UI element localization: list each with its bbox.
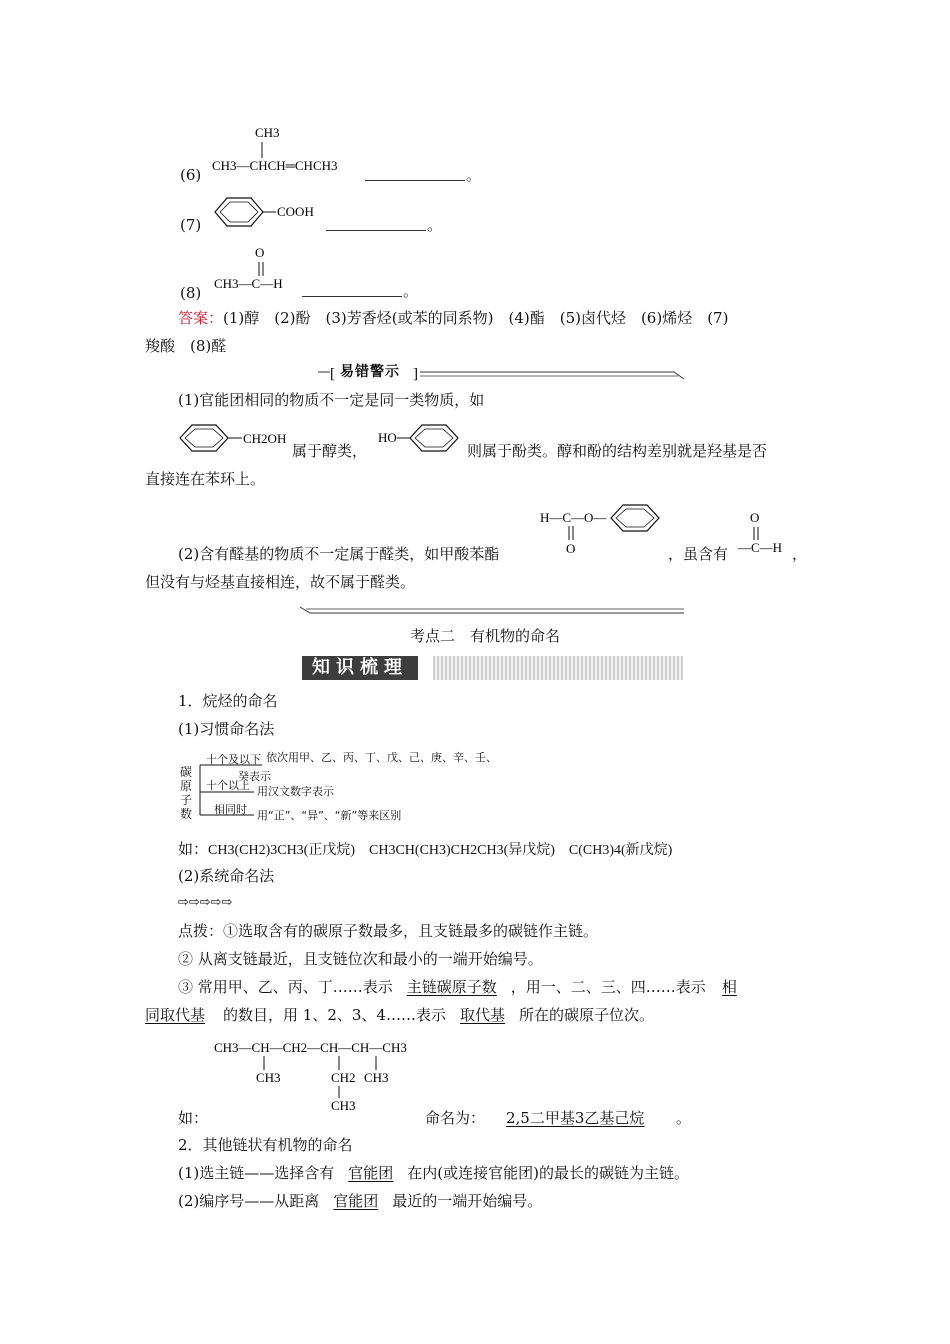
- warning-p1-mid: 属于醇类，: [292, 442, 368, 460]
- tip-3-line-1: ③ 常用甲、乙、丙、丁……表示 主链碳原子数 ，用一、二、三、四……表示 相: [178, 978, 737, 996]
- item-8-main: CH3—C—H: [214, 276, 283, 291]
- item-6-blank[interactable]: [365, 166, 465, 181]
- tree-branch-3-result: 用“正”、“异”、“新”等来区别: [257, 809, 402, 822]
- tip-1: 点拨：①选取含有的碳原子数最多，且支链最多的碳链作主链。: [178, 922, 599, 940]
- answer-same-substituent-b: 同取代基: [145, 1006, 206, 1024]
- section-heading: 考点二 有机物的命名: [410, 627, 561, 645]
- h1b-systematic-naming: (2)系统命名法: [178, 867, 275, 885]
- name-answer: 2,5二甲基3乙基己烷: [506, 1109, 645, 1127]
- warning-p1-tail: 则属于酚类。醇和酚的结构差别就是羟基是否: [467, 442, 768, 460]
- answer-substituent: 取代基: [459, 1006, 505, 1024]
- item-6-main-chain: CH3—CHCH═CHCH3: [212, 158, 338, 173]
- struct-sub-3: CH3: [331, 1098, 356, 1113]
- answer-label: 答案：: [178, 309, 224, 327]
- tree-branch-3: 相同时: [214, 803, 247, 816]
- h2-other-chains: 2．其他链状有机物的命名: [178, 1136, 353, 1154]
- item-8-oxygen: O: [255, 245, 265, 260]
- item-6-end: 。: [466, 166, 482, 184]
- h1-alkane-naming: 1．烷烃的命名: [178, 692, 278, 710]
- warning-title: 易错警示: [340, 364, 400, 380]
- answer-text-1: (1)醇 (2)酚 (3)芳香烃(或苯的同系物) (4)酯 (5)卤代烃 (6)烯烃 (7): [223, 309, 729, 327]
- benzyl-ch2oh: CH2OH: [243, 431, 287, 446]
- struct-sub-4: CH3: [364, 1070, 389, 1085]
- struct-ru: 如：: [178, 1109, 209, 1127]
- aldehyde-oxygen: O: [750, 510, 760, 525]
- item-7-blank[interactable]: [326, 216, 426, 231]
- warning-p1-line2: 直接连在苯环上。: [145, 470, 266, 488]
- tree-branch-2-result: 用汉文数字表示: [257, 785, 334, 798]
- answer-same-substituent-a: 相: [721, 978, 737, 996]
- tree-branch-1-result-2: 癸表示: [238, 770, 271, 783]
- item-6-ch3-top: CH3: [255, 125, 280, 140]
- svg-text:[: [: [330, 366, 335, 382]
- item-6-number: (6): [180, 166, 202, 184]
- tip-2: ② 从离支链最近，且支链位次和最小的一端开始编号。: [178, 950, 543, 968]
- aldehyde-main: —C—H: [738, 540, 783, 555]
- name-end: 。: [676, 1109, 692, 1127]
- item-7-number: (7): [180, 216, 202, 234]
- tree-branch-2: 十个以上: [206, 779, 250, 792]
- answer-main-chain: 主链碳原子数: [406, 978, 497, 996]
- examples-formulas: CH3(CH2)3CH3(正戊烷) CH3CH(CH3)CH2CH3(异戊烷) C(CH3)4(新戊烷): [208, 843, 673, 858]
- struct-main-chain: CH3—CH—CH2—CH—CH—CH3: [214, 1040, 407, 1055]
- answer-line-2: 羧酸 (8)醛: [145, 337, 227, 355]
- warning-p1: (1)官能团相同的物质不一定是同一类物质，如: [178, 391, 485, 409]
- answer-functional-group-1: 官能团: [348, 1164, 394, 1182]
- tip-3-line-2: 同取代基 的数目，用 1、2、3、4……表示 取代基 所在的碳原子位次。: [145, 1006, 654, 1024]
- h1a-common-naming: (1)习惯命名法: [178, 720, 275, 738]
- warning-p2-line2: 但没有与烃基直接相连，故不属于醛类。: [145, 573, 416, 591]
- svg-text:]: ]: [413, 366, 418, 382]
- struct-sub-2: CH2: [331, 1070, 356, 1085]
- rule-2: (2)编序号——从距离 官能团 最近的一端开始编号。: [178, 1192, 543, 1210]
- warning-p2-b: ，虽含有: [668, 545, 729, 563]
- item-7-end: 。: [427, 216, 443, 234]
- phenol-ho: HO: [378, 430, 397, 445]
- examples-prefix: 如：: [178, 840, 209, 858]
- answer-functional-group-2: 官能团: [333, 1192, 379, 1210]
- item-8-blank[interactable]: [302, 282, 402, 297]
- examples-line: [178, 840, 672, 860]
- warning-p2-c: ，: [792, 545, 808, 563]
- item-7-cooh: COOH: [277, 204, 314, 219]
- warning-p2: (2)含有醛基的物质不一定属于醛类，如甲酸苯酯: [178, 545, 500, 563]
- item-8-end: 。: [403, 282, 419, 300]
- flow-arrows: ⇨⇨⇨⇨⇨: [178, 895, 233, 910]
- banner-hatch: [433, 656, 683, 680]
- tree-root: 碳 原 子 数: [180, 765, 193, 821]
- struct-sub-1: CH3: [256, 1070, 281, 1085]
- tree-branch-1-result: 依次用甲、乙、丙、丁、戊、己、庚、辛、壬、: [266, 751, 497, 764]
- tree-branch-1: 十个及以下: [206, 753, 261, 766]
- ester-chain: H—C—O—: [540, 510, 607, 525]
- answer-line-1: [178, 309, 728, 327]
- rule-1: (1)选主链——选择含有 官能团 在内(或连接官能团)的最长的碳链为主链。: [178, 1164, 689, 1182]
- named-as-label: 命名为：: [425, 1109, 486, 1127]
- item-8-number: (8): [180, 284, 202, 302]
- ester-oxygen: O: [566, 541, 576, 556]
- knowledge-banner: 知识梳理: [302, 656, 418, 680]
